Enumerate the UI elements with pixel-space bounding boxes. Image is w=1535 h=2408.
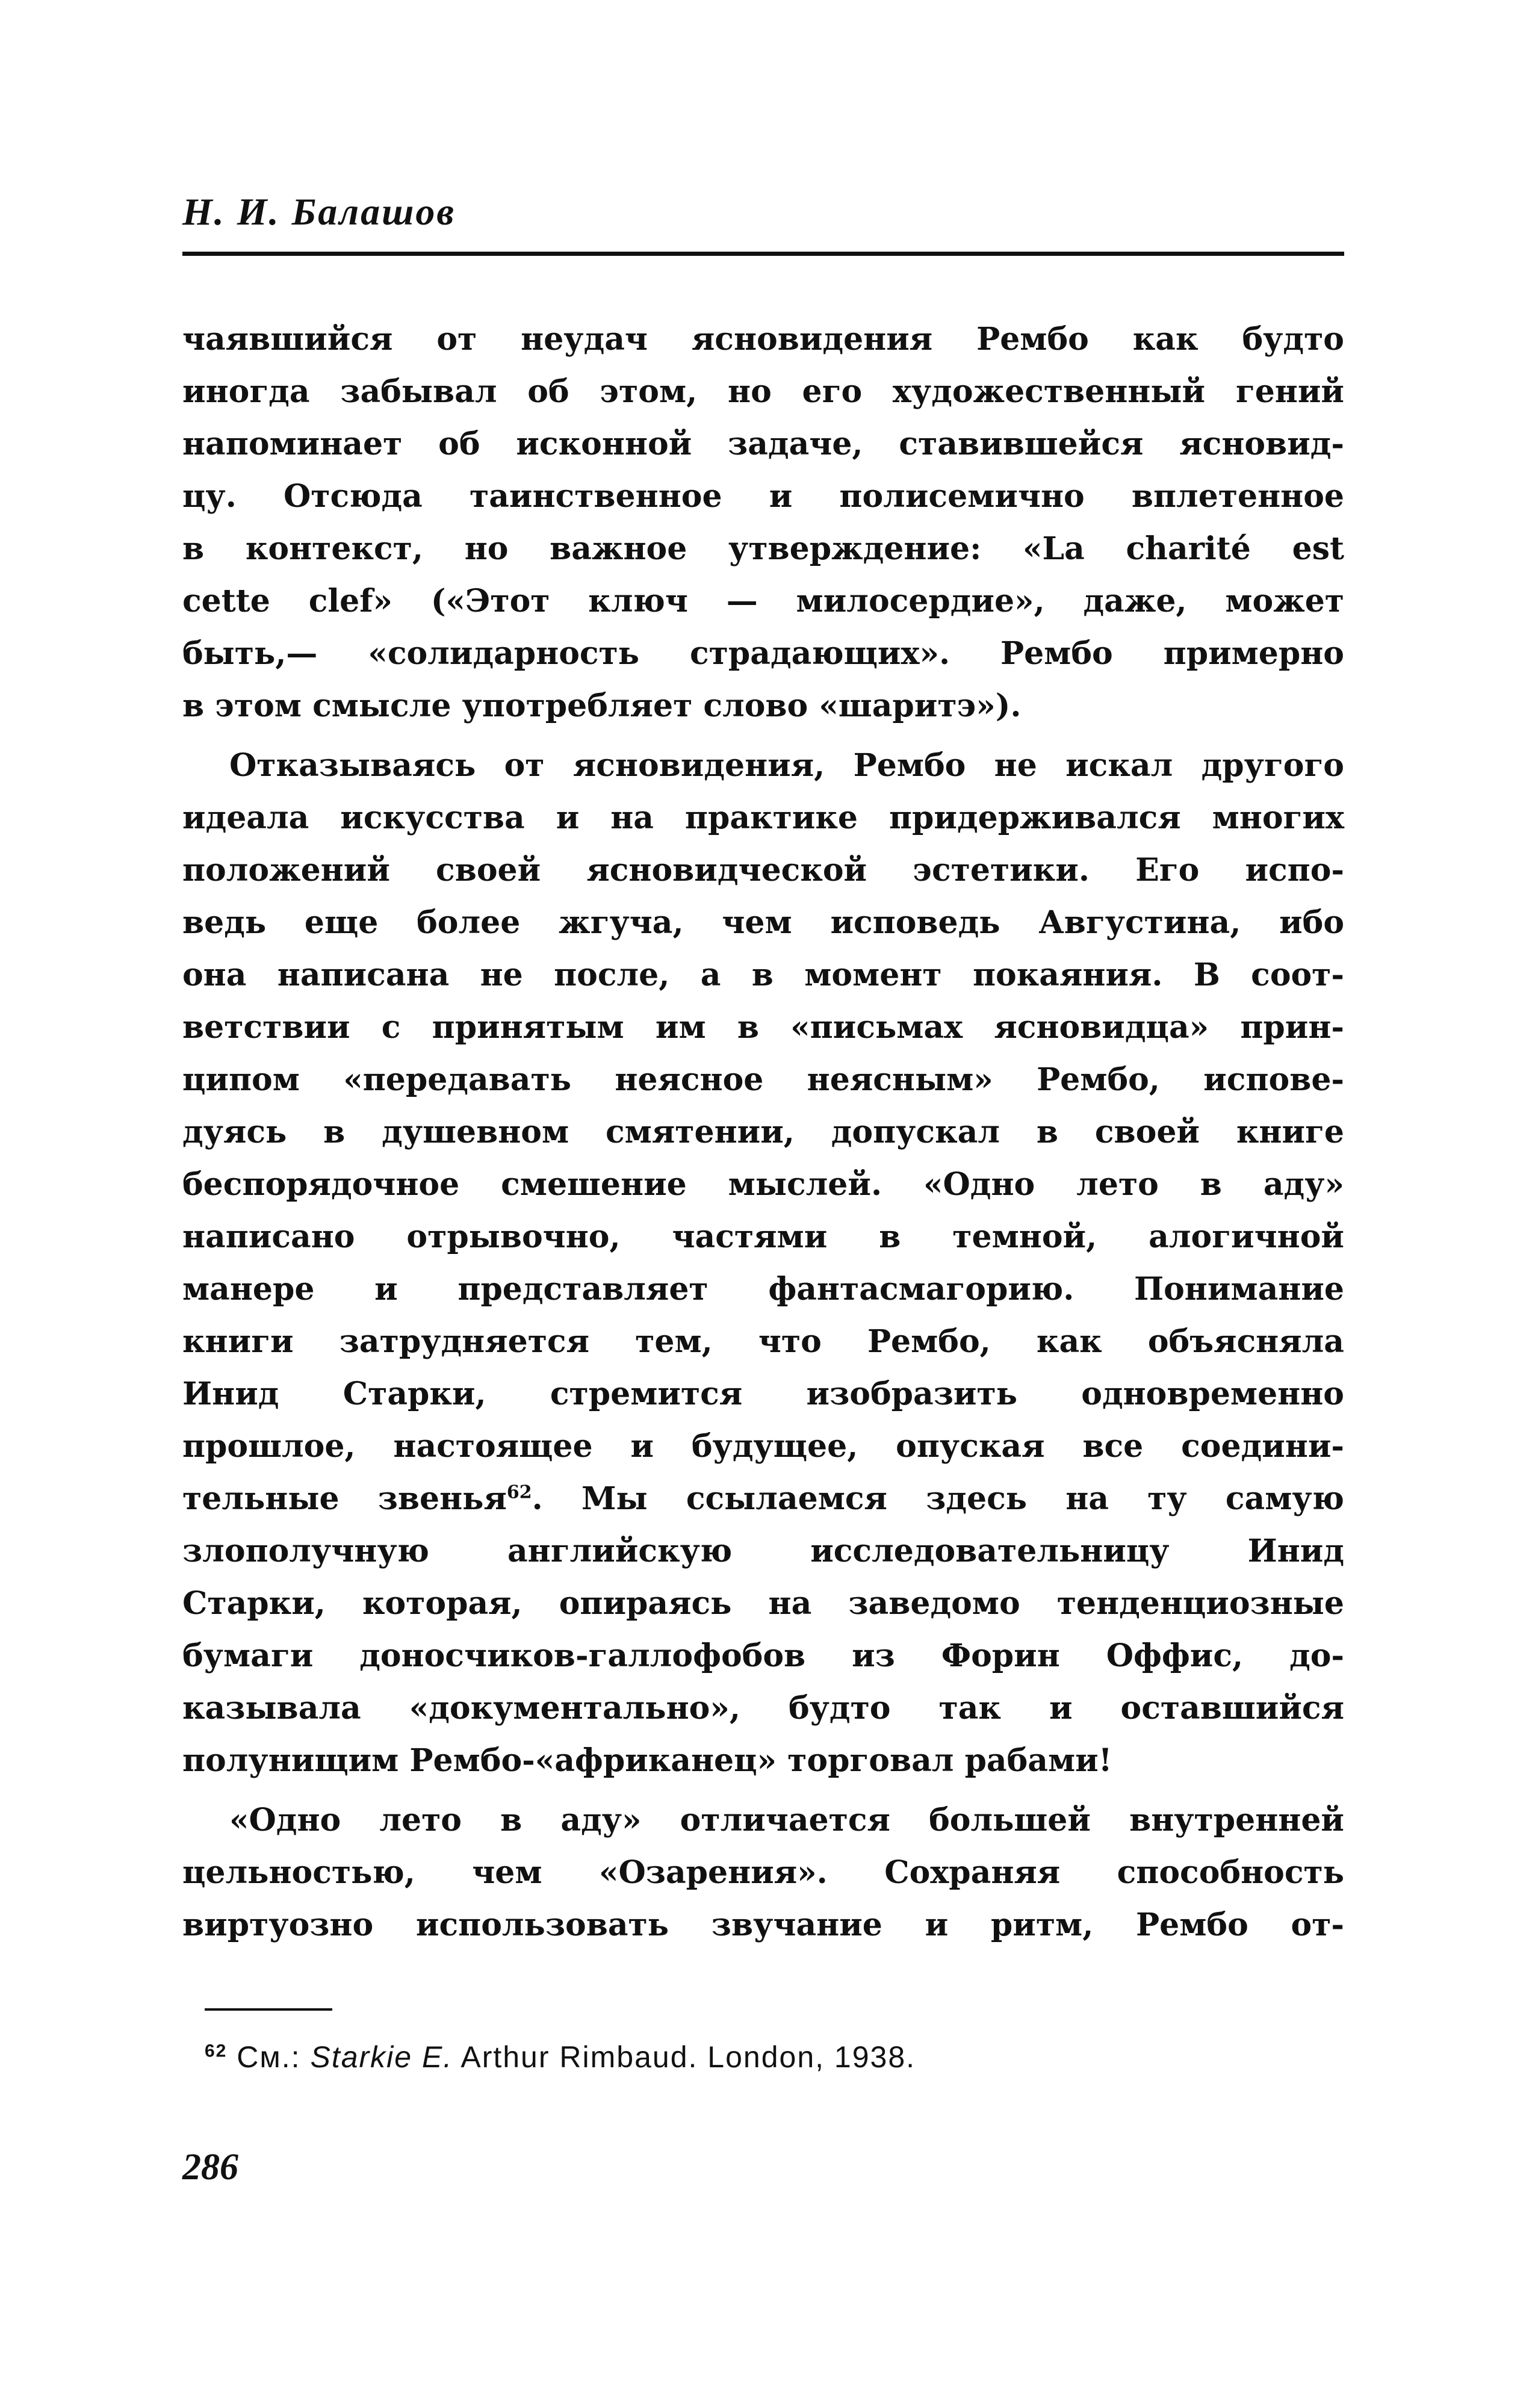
text-line: беспорядочное смешение мыслей. «Одно лето в аду»: [182, 1166, 1344, 1203]
text-fragment: тельные звенья: [182, 1480, 507, 1517]
header-rule: [182, 252, 1344, 256]
text-line: ветствии с принятым им в «письмах ясновидца» прин-: [182, 1009, 1344, 1046]
text-line: казывала «документально», будто так и оставшийся: [182, 1690, 1344, 1727]
text-line: идеала искусства и на практике придерживался многих: [182, 799, 1344, 836]
text-line: книги затрудняется тем, что Рембо, как объясняла: [182, 1323, 1344, 1360]
text-line: злополучную английскую исследовательницу Инид: [182, 1533, 1344, 1569]
text-line: манере и представляет фантасмагорию. Понимание: [182, 1271, 1344, 1308]
footnote-rule: [205, 2008, 332, 2011]
text-line: Старки, которая, опираясь на заведомо тенденциозные: [182, 1585, 1344, 1622]
text-line: полунищим Рембо-«африканец» торговал рабами!: [182, 1742, 1112, 1779]
footnote: [205, 2040, 916, 2074]
footnote-prefix: См.:: [237, 2040, 301, 2074]
text-line: cette clef» («Этот ключ — милосердие», даже, может: [182, 583, 1344, 619]
page-number: 286: [182, 2147, 238, 2188]
footnote-author: Starkie E.: [310, 2040, 453, 2074]
text-line: виртуозно использовать звучание и ритм, Рембо от-: [182, 1907, 1344, 1943]
text-line: ведь еще более жгуча, чем исповедь Августина, ибо: [182, 904, 1344, 941]
paragraph-start-line: Отказываясь от ясновидения, Рембо не искал другого: [229, 747, 1344, 784]
text-line-with-footnote-ref: [182, 1472, 1344, 1525]
text-line: она написана не после, а в момент покаяния. В соот-: [182, 957, 1344, 993]
running-head: Н. И. Балашов: [182, 190, 456, 233]
text-line: ципом «передавать неясное неясным» Рембо, испове-: [182, 1061, 1344, 1098]
text-line: в контекст, но важное утверждение: «La charité est: [182, 530, 1344, 567]
text-line: написано отрывочно, частями в темной, алогичной: [182, 1218, 1344, 1255]
text-line: прошлое, настоящее и будущее, опуская все соедини-: [182, 1428, 1344, 1465]
paragraph-start-line: «Одно лето в аду» отличается большей внутренней: [229, 1802, 1344, 1839]
footnote-citation: Arthur Rimbaud. London, 1938.: [460, 2040, 916, 2074]
footnote-number: 62: [205, 2041, 228, 2061]
text-line: в этом смысле употребляет слово «шаритэ»).: [182, 687, 1022, 724]
text-line: положений своей ясновидческой эстетики. Его испо-: [182, 852, 1344, 889]
text-line: Инид Старки, стремится изобразить одновременно: [182, 1376, 1344, 1412]
text-line: быть,— «солидарность страдающих». Рембо примерно: [182, 635, 1344, 672]
text-line: дуясь в душевном смятении, допускал в своей книге: [182, 1114, 1344, 1150]
text-line: бумаги доносчиков-галлофобов из Форин Оффис, до-: [182, 1637, 1344, 1674]
text-line: напоминает об исконной задаче, ставившейся ясновид-: [182, 426, 1344, 462]
text-line: цу. Отсюда таинственное и полисемично вплетенное: [182, 478, 1344, 515]
footnote-ref-marker: 62: [506, 1482, 532, 1503]
text-line: чаявшийся от неудач ясновидения Рембо как будто: [182, 321, 1344, 358]
text-fragment: . Мы ссылаемся здесь на ту самую: [532, 1480, 1344, 1517]
text-line: цельностью, чем «Озарения». Сохраняя способность: [182, 1854, 1344, 1891]
body-text: [182, 313, 1344, 1951]
text-line: иногда забывал об этом, но его художественный гений: [182, 373, 1344, 410]
